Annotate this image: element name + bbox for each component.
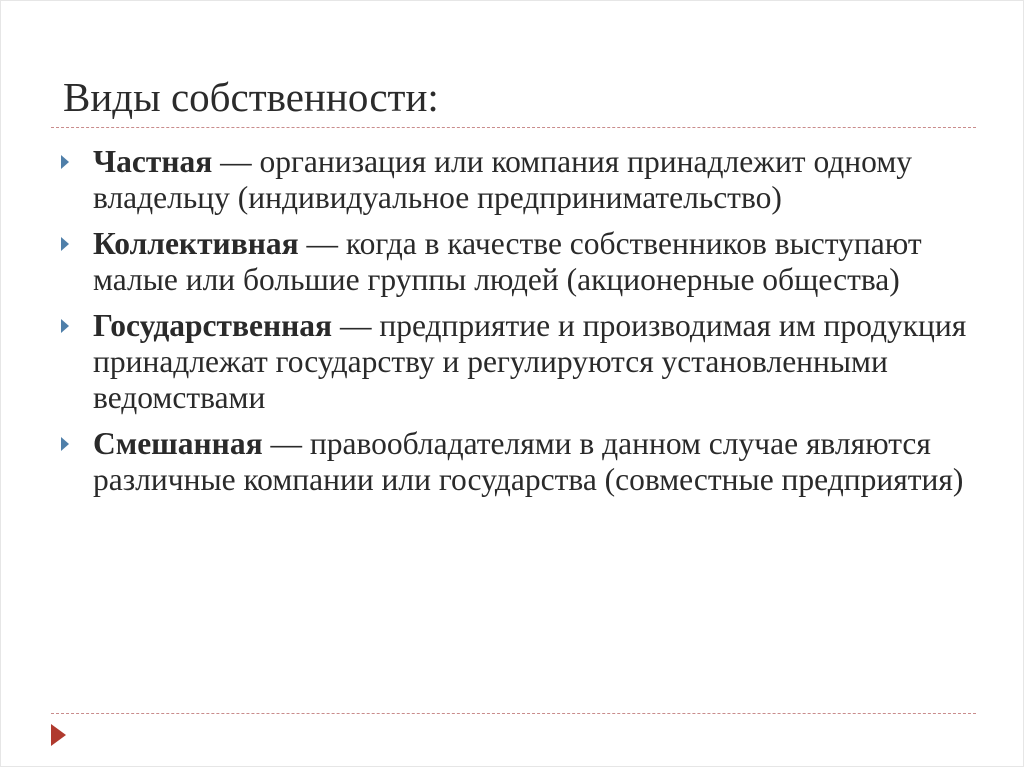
triangle-right-icon xyxy=(61,319,69,333)
footer-divider xyxy=(51,713,976,714)
bullet-text: — предприятие и производимая им продукция принадлежат государству и регулируются установленными ведомствами xyxy=(93,308,967,415)
bullet-state xyxy=(93,308,973,416)
bullet-term: Смешанная xyxy=(93,426,263,461)
bullet-text: — организация или компания принадлежит одному владельцу (индивидуальное предпринимательство) xyxy=(93,144,913,215)
bullet-list xyxy=(93,144,973,508)
bullet-text: — правообладателями в данном случае являются различные компании или государства (совместные предприятия) xyxy=(93,426,964,497)
play-arrow-icon[interactable] xyxy=(51,724,66,746)
bullet-term: Коллективная xyxy=(93,226,299,261)
title-divider xyxy=(51,127,976,128)
triangle-right-icon xyxy=(61,437,69,451)
bullet-collective xyxy=(93,226,973,298)
slide-title: Виды собственности: xyxy=(63,74,439,120)
triangle-right-icon xyxy=(61,155,69,169)
bullet-term: Частная xyxy=(93,144,213,179)
bullet-private xyxy=(93,144,973,216)
triangle-right-icon xyxy=(61,237,69,251)
bullet-mixed xyxy=(93,426,973,498)
bullet-term: Государственная xyxy=(93,308,333,343)
bullet-text: — когда в качестве собственников выступают малые или большие группы людей (акционерные общества) xyxy=(93,226,922,297)
